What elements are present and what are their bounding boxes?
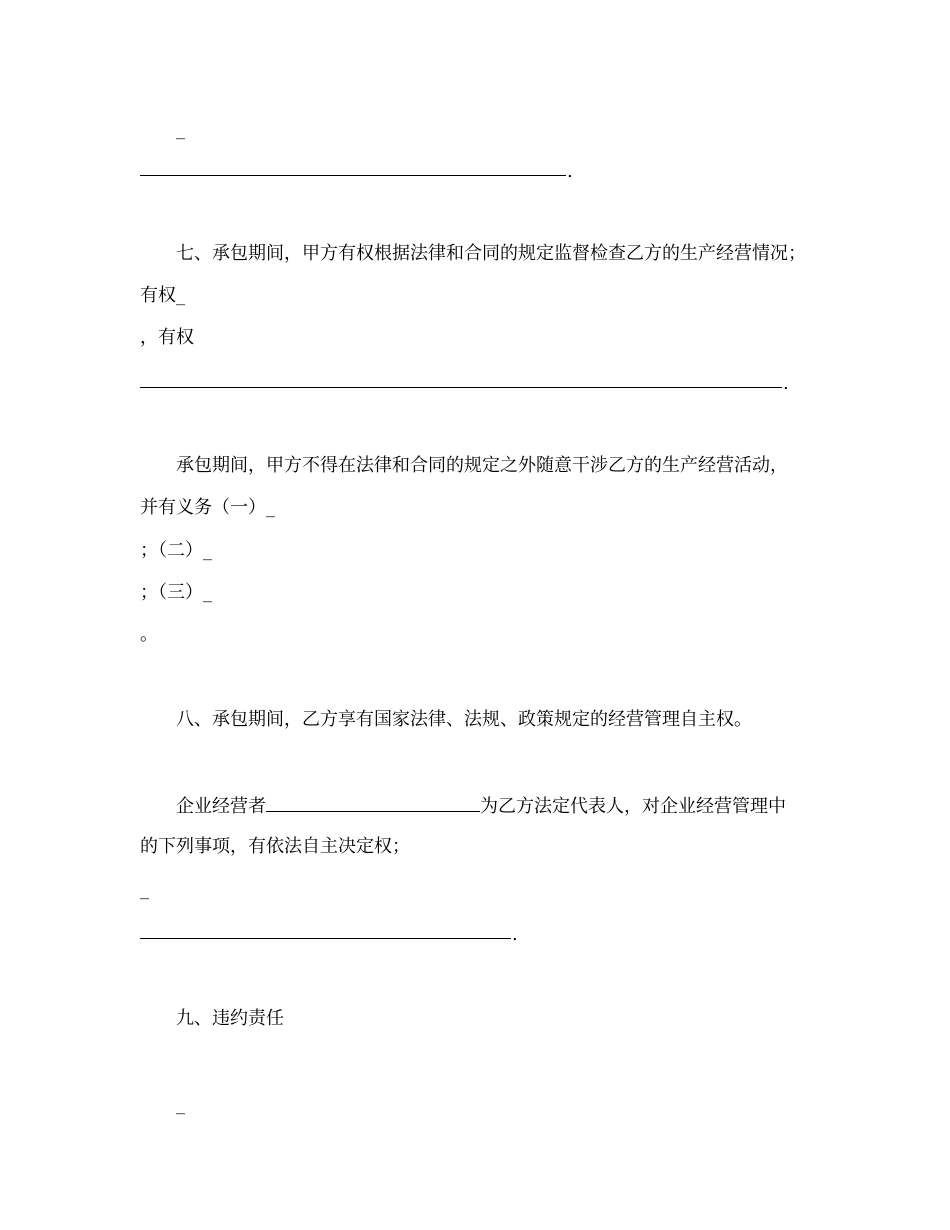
- top-line-end: .: [567, 161, 573, 182]
- sec7-line-end: .: [783, 373, 789, 394]
- top-blank: _: [176, 119, 185, 140]
- sec7-line2: 有权_: [140, 285, 185, 306]
- obligations-line3: ；（二）_: [140, 540, 212, 561]
- operator-blank: _: [140, 879, 149, 900]
- sec9-title: 九、违约责任: [176, 1008, 284, 1029]
- sec7-fill-line: [140, 387, 782, 388]
- obligations-line4: ；（三）_: [140, 582, 212, 603]
- operator-line-end: .: [512, 924, 518, 945]
- obligations-line1: 承包期间，甲方不得在法律和合同的规定之外随意干涉乙方的生产经营活动，: [176, 455, 788, 476]
- sec8-line1: 八、承包期间，乙方享有国家法律、法规、政策规定的经营管理自主权。: [176, 709, 752, 730]
- operator-suffix: 为乙方法定代表人，对企业经营管理中: [480, 796, 786, 817]
- sec7-line3: ，有权: [140, 327, 194, 348]
- operator-name-blank: [266, 793, 480, 812]
- operator-prefix: 企业经营者: [176, 796, 266, 817]
- obligations-line5: 。: [140, 624, 158, 645]
- top-fill-line: [140, 175, 566, 176]
- operator-line1: [176, 793, 786, 819]
- operator-fill-line: [140, 938, 511, 939]
- obligations-line2: 并有义务（一）_: [140, 497, 275, 518]
- sec7-line1: 七、承包期间，甲方有权根据法律和合同的规定监督检查乙方的生产经营情况；: [176, 243, 806, 264]
- operator-line2: 的下列事项，有依法自主决定权；: [140, 836, 410, 857]
- sec9-blank: _: [176, 1094, 185, 1115]
